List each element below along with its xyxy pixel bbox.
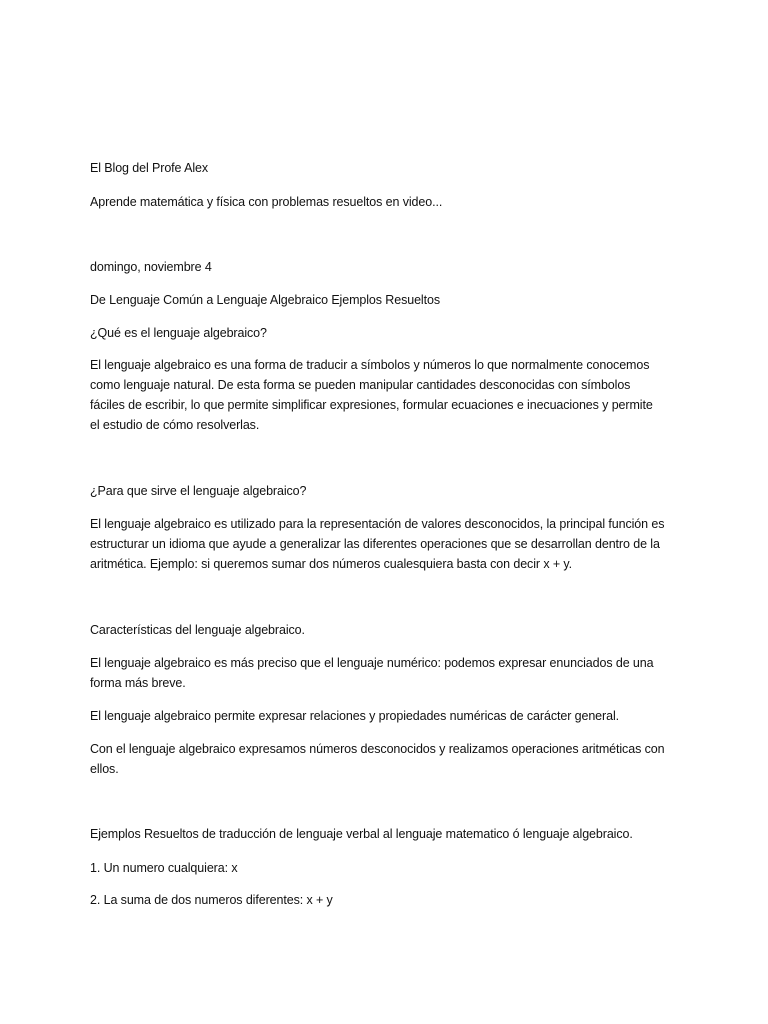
paragraph-line: forma más breve. [90,676,186,690]
paragraph-line: El lenguaje algebraico es más preciso que el lenguaje numérico: podemos expresar enunciados de una [90,656,654,670]
paragraph [90,514,690,574]
paragraph: El lenguaje algebraico permite expresar relaciones y propiedades numéricas de carácter general. [90,709,619,723]
section-heading: Características del lenguaje algebraico. [90,623,305,637]
paragraph [90,653,690,693]
paragraph-line: El lenguaje algebraico es utilizado para la representación de valores desconocidos, la principal función es [90,517,665,531]
paragraph-line: estructurar un idioma que ayude a generalizar las diferentes operaciones que se desarrollan dentro de la [90,537,660,551]
list-item: 1. Un numero cualquiera: x [90,861,238,875]
post-title: De Lenguaje Común a Lenguaje Algebraico Ejemplos Resueltos [90,293,440,307]
paragraph-line: fáciles de escribir, lo que permite simplificar expresiones, formular ecuaciones e inecuaciones y permite [90,398,653,412]
blog-title: El Blog del Profe Alex [90,161,209,175]
section-heading: ¿Para que sirve el lenguaje algebraico? [90,484,307,498]
paragraph-line: ellos. [90,762,119,776]
paragraph-line: como lenguaje natural. De esta forma se pueden manipular cantidades desconocidas con símbolos [90,378,631,392]
blog-tagline: Aprende matemática y física con problemas resueltos en video... [90,195,443,209]
section-heading: ¿Qué es el lenguaje algebraico? [90,326,267,340]
paragraph-line: el estudio de cómo resolverlas. [90,418,260,432]
post-date: domingo, noviembre 4 [90,260,212,274]
paragraph-line: Con el lenguaje algebraico expresamos números desconocidos y realizamos operaciones aritméticas con [90,742,665,756]
paragraph [90,739,690,779]
list-item: 2. La suma de dos numeros diferentes: x + y [90,893,333,907]
paragraph-line: El lenguaje algebraico es una forma de traducir a símbolos y números lo que normalmente conocemos [90,358,650,372]
paragraph [90,355,690,435]
section-heading: Ejemplos Resueltos de traducción de lenguaje verbal al lenguaje matematico ó lenguaje algebraico. [90,827,633,841]
paragraph-line: aritmética. Ejemplo: si queremos sumar dos números cualesquiera basta con decir x + y. [90,557,573,571]
